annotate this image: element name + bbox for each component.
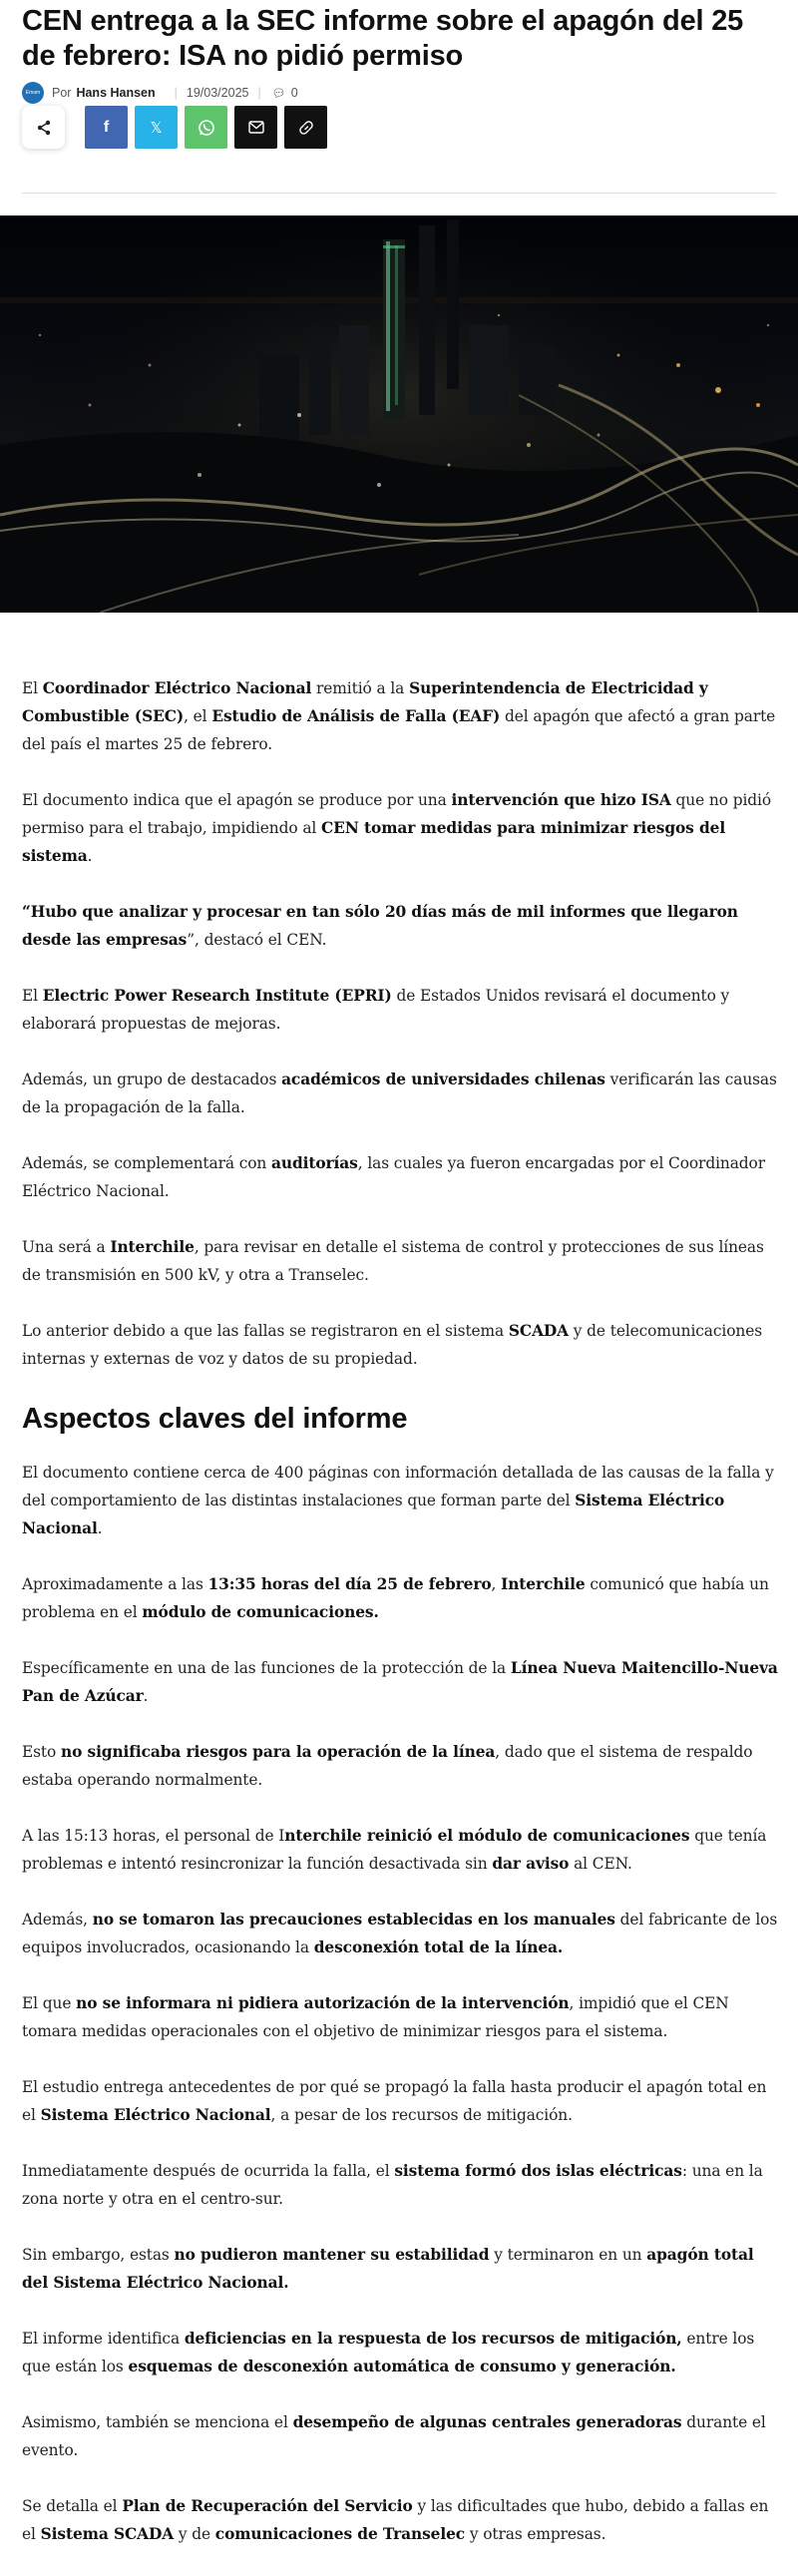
byline-prefix: Por bbox=[52, 86, 72, 100]
bold-text: nterchile reinició el módulo de comunicaciones bbox=[284, 1827, 690, 1845]
paragraph bbox=[22, 1906, 780, 1961]
body-text: El estudio entrega antecedentes de por qué se propagó la falla hasta producir el apagón total en el bbox=[22, 2078, 767, 2124]
author-name[interactable]: Hans Hansen bbox=[76, 86, 156, 100]
paragraph bbox=[22, 1149, 780, 1205]
body-text: al CEN. bbox=[569, 1855, 632, 1873]
bold-text: no pudieron mantener su estabilidad bbox=[174, 2246, 490, 2264]
body-text: , impidió que el CEN tomara medidas operacionales con el objetivo de minimizar riesgos para el sistema. bbox=[22, 1994, 729, 2040]
bold-text: comunicaciones de Transelec bbox=[214, 2525, 466, 2543]
body-text: Específicamente en una de las funciones de la protección de la bbox=[22, 1659, 511, 1677]
body-text: del apagón que afectó a gran parte del país el martes 25 de febrero. bbox=[22, 707, 776, 753]
body-text: . bbox=[97, 1519, 103, 1537]
body-text: Aproximadamente a las bbox=[22, 1575, 208, 1593]
share-button[interactable] bbox=[22, 106, 65, 149]
paragraph bbox=[22, 1459, 780, 1542]
body-text: de Estados Unidos revisará el documento y elaborará propuestas de mejoras. bbox=[22, 987, 730, 1033]
body-text: ”, destacó el CEN. bbox=[187, 931, 327, 949]
email-share-button[interactable] bbox=[234, 106, 277, 149]
copy-link-button[interactable] bbox=[284, 106, 327, 149]
comment-count[interactable]: 0 bbox=[290, 86, 298, 100]
bold-text: Estudio de Análisis de Falla (EAF) bbox=[211, 707, 501, 725]
bold-text: intervención que hizo ISA bbox=[451, 791, 671, 809]
bold-text: Coordinador Eléctrico Nacional bbox=[42, 679, 312, 697]
bold-text: esquemas de desconexión automática de consumo y generación. bbox=[128, 2358, 676, 2375]
bold-text: no se informara ni pidiera autorización de la intervención bbox=[76, 1994, 570, 2012]
paragraph bbox=[22, 2408, 780, 2464]
body-text: El bbox=[22, 679, 43, 697]
publish-date: 19/03/2025 bbox=[186, 86, 249, 100]
body-text: Se detalla el bbox=[22, 2497, 123, 2515]
body-text: y terminaron en un bbox=[489, 2246, 647, 2264]
bold-text: Interchile bbox=[501, 1575, 586, 1593]
body-text: que tenía problemas e intentó resincronizar la función desactivada sin bbox=[22, 1827, 767, 1873]
paragraph bbox=[22, 2073, 780, 2129]
meta-separator: | bbox=[174, 86, 178, 100]
bold-text: apagón total del Sistema Eléctrico Nacional. bbox=[22, 2246, 754, 2292]
body-text: y otras empresas. bbox=[465, 2525, 606, 2543]
paragraph bbox=[22, 982, 780, 1038]
meta-separator: | bbox=[257, 86, 261, 100]
body-text: Lo anterior debido a que las fallas se registraron en el sistema bbox=[22, 1322, 509, 1340]
author-avatar[interactable]: Emam bbox=[22, 82, 44, 104]
paragraph bbox=[22, 1654, 780, 1710]
bold-text: académicos de universidades chilenas bbox=[281, 1071, 605, 1088]
bold-text: auditorías bbox=[270, 1154, 358, 1172]
paragraph bbox=[22, 1989, 780, 2045]
share-bar bbox=[22, 106, 327, 149]
body-text: , el bbox=[184, 707, 212, 725]
bold-text: Sistema Eléctrico Nacional bbox=[40, 2106, 271, 2124]
article-meta bbox=[22, 82, 298, 104]
body-text: y de telecomunicaciones internas y externas de voz y datos de su propiedad. bbox=[22, 1322, 763, 1368]
body-text: comunicó que había un problema en el bbox=[22, 1575, 769, 1621]
body-text: Además, se complementará con bbox=[22, 1154, 271, 1172]
bold-text: CEN tomar medidas para minimizar riesgos del sistema bbox=[22, 819, 726, 865]
comment-icon[interactable]: 💬︎ bbox=[271, 87, 286, 100]
body-text: : una en la zona norte y otra en el centro-sur. bbox=[22, 2162, 763, 2208]
body-text: , para revisar en detalle el sistema de control y protecciones de sus líneas de transmisión en 500 kV, y otra a Transelec. bbox=[22, 1238, 764, 1284]
body-text: durante el evento. bbox=[22, 2413, 766, 2459]
whatsapp-icon bbox=[198, 119, 215, 137]
whatsapp-share-button[interactable] bbox=[185, 106, 227, 149]
body-text: y de bbox=[174, 2525, 215, 2543]
body-text: y las dificultades que hubo, debido a fallas en el bbox=[22, 2497, 769, 2543]
bold-text: Línea Nueva Maitencillo-Nueva Pan de Azúcar bbox=[22, 1659, 778, 1705]
paragraph bbox=[22, 898, 780, 954]
paragraph bbox=[22, 1738, 780, 1794]
body-text: verificarán las causas de la propagación de la falla. bbox=[22, 1071, 777, 1116]
header-divider bbox=[22, 193, 776, 194]
body-text: A las 15:13 horas, el personal de I bbox=[22, 1827, 285, 1845]
paragraph bbox=[22, 2325, 780, 2380]
email-icon bbox=[248, 121, 264, 134]
body-text: Asimismo, también se menciona el bbox=[22, 2413, 293, 2431]
body-text: El documento contiene cerca de 400 páginas con información detallada de las causas de la falla y del comportamiento de las distintas instalaciones que forman parte del bbox=[22, 1464, 774, 1509]
facebook-icon: f bbox=[103, 118, 110, 136]
bold-text: Interchile bbox=[110, 1238, 195, 1256]
body-text: El informe identifica bbox=[22, 2330, 185, 2348]
body-text: . bbox=[87, 847, 93, 865]
paragraph bbox=[22, 1233, 780, 1289]
body-text: Además, un grupo de destacados bbox=[22, 1071, 282, 1088]
body-text: El bbox=[22, 987, 43, 1005]
bold-text: desconexión total de la línea. bbox=[313, 1938, 564, 1956]
paragraph bbox=[22, 786, 780, 870]
bold-text: Sistema SCADA bbox=[40, 2525, 175, 2543]
paragraph bbox=[22, 2492, 780, 2548]
body-text: Además, bbox=[22, 1911, 93, 1929]
bold-text: Sistema Eléctrico Nacional bbox=[22, 1492, 725, 1537]
link-icon bbox=[298, 120, 314, 136]
bold-text: no se tomaron las precauciones establecidas en los manuales bbox=[92, 1911, 615, 1929]
facebook-share-button[interactable] bbox=[85, 106, 128, 149]
body-text: El documento indica que el apagón se produce por una bbox=[22, 791, 452, 809]
bold-text: deficiencias en la respuesta de los recursos de mitigación, bbox=[184, 2330, 682, 2348]
bold-text: Plan de Recuperación del Servicio bbox=[122, 2497, 413, 2515]
bold-text: Superintendencia de Electricidad y Combustible (SEC) bbox=[22, 679, 708, 725]
bold-text: sistema formó dos islas eléctricas bbox=[394, 2162, 682, 2180]
x-share-button[interactable] bbox=[135, 106, 178, 149]
paragraph bbox=[22, 2241, 780, 2297]
body-text: . bbox=[143, 1687, 149, 1705]
body-text: Una será a bbox=[22, 1238, 111, 1256]
paragraph bbox=[22, 1822, 780, 1878]
x-icon: 𝕏 bbox=[150, 118, 163, 137]
body-text: que no pidió permiso para el trabajo, impidiendo al bbox=[22, 791, 772, 837]
bold-text: desempeño de algunas centrales generadoras bbox=[292, 2413, 682, 2431]
bold-text: dar aviso bbox=[492, 1855, 570, 1873]
bold-text: Electric Power Research Institute (EPRI) bbox=[42, 987, 392, 1005]
body-text: , bbox=[491, 1575, 502, 1593]
bold-text: 13:35 horas del día 25 de febrero bbox=[207, 1575, 492, 1593]
article-title: CEN entrega a la SEC informe sobre el apagón del 25 de febrero: ISA no pidió permiso bbox=[22, 5, 744, 72]
body-text: remitió a la bbox=[311, 679, 410, 697]
paragraph bbox=[22, 674, 780, 758]
share-icon bbox=[36, 120, 52, 136]
paragraph bbox=[22, 1066, 780, 1121]
body-text: Sin embargo, estas bbox=[22, 2246, 175, 2264]
body-text: , a pesar de los recursos de mitigación. bbox=[270, 2106, 573, 2124]
night-city-aerial-photo bbox=[0, 215, 798, 613]
bold-text: no significaba riesgos para la operación de la línea bbox=[60, 1743, 496, 1761]
bold-text: SCADA bbox=[508, 1322, 569, 1340]
body-text: , dado que el sistema de respaldo estaba operando normalmente. bbox=[22, 1743, 753, 1789]
bold-text: “Hubo que analizar y procesar en tan sólo 20 días más de mil informes que llegaron desde las empresas bbox=[22, 903, 738, 949]
paragraph bbox=[22, 2157, 780, 2213]
paragraph bbox=[22, 1570, 780, 1626]
body-text: , las cuales ya fueron encargadas por el Coordinador Eléctrico Nacional. bbox=[22, 1154, 765, 1200]
article-body bbox=[22, 674, 780, 2576]
body-text: entre los que están los bbox=[22, 2330, 755, 2375]
hero-image bbox=[0, 215, 798, 613]
body-text: El que bbox=[22, 1994, 77, 2012]
bold-text: módulo de comunicaciones. bbox=[142, 1603, 379, 1621]
section-heading: Aspectos claves del informe bbox=[22, 1403, 408, 1435]
body-text: del fabricante de los equipos involucrados, ocasionando la bbox=[22, 1911, 778, 1956]
body-text: Esto bbox=[22, 1743, 61, 1761]
paragraph bbox=[22, 1317, 780, 1373]
body-text: Inmediatamente después de ocurrida la falla, el bbox=[22, 2162, 395, 2180]
